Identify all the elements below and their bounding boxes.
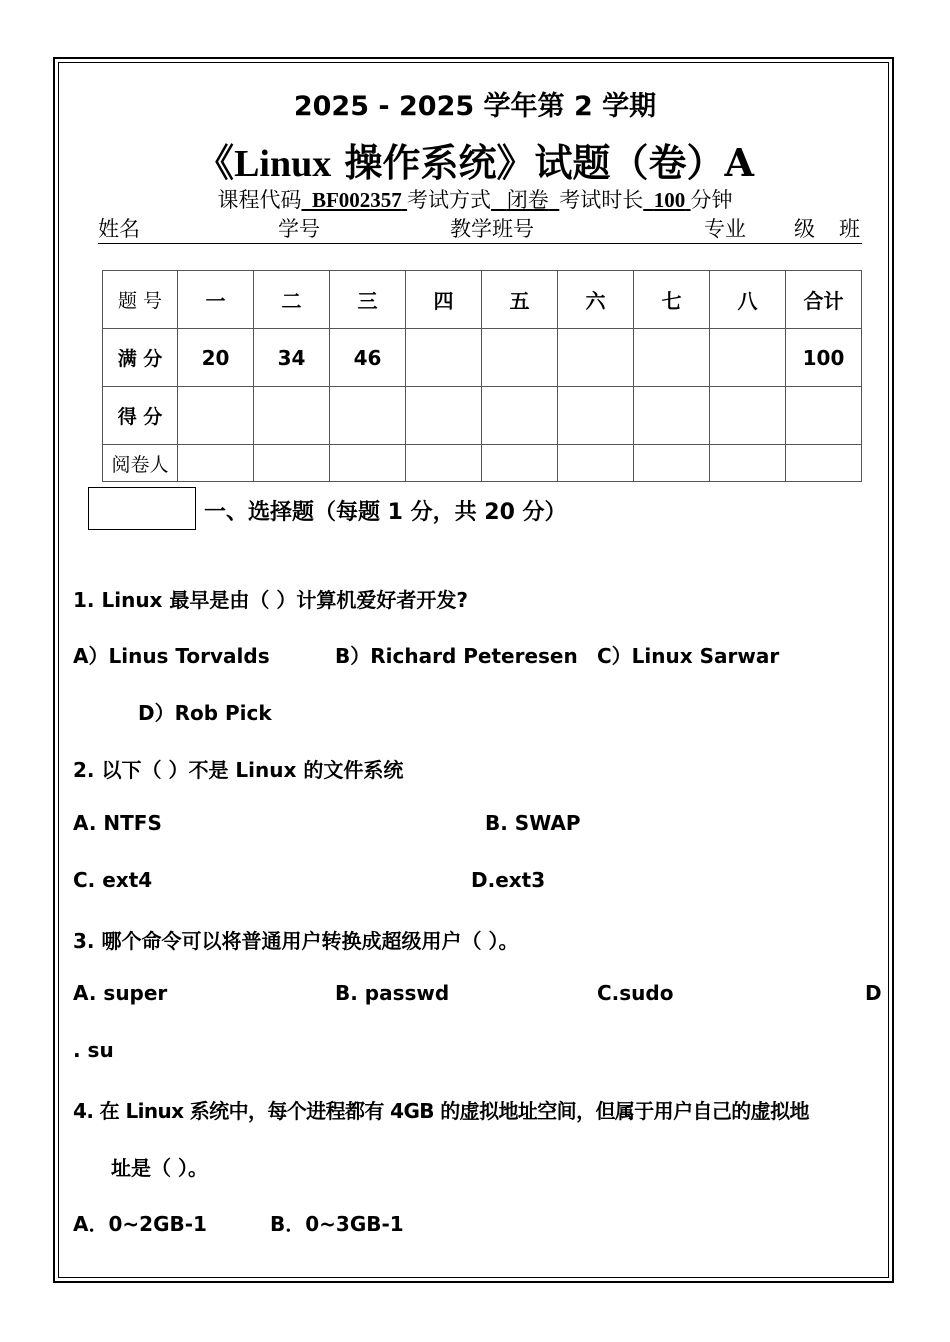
full-score-cell: 34 bbox=[254, 329, 330, 387]
col-header: 八 bbox=[710, 271, 786, 329]
question-1-stem: 1. Linux 最早是由（ ）计算机爱好者开发? bbox=[73, 588, 468, 612]
question-4-option-b: B．0~3GB-1 bbox=[270, 1212, 404, 1236]
reviewer-cell bbox=[178, 445, 254, 482]
full-score-cell: 100 bbox=[786, 329, 862, 387]
full-score-cell bbox=[634, 329, 710, 387]
exam-info-line bbox=[0, 184, 950, 214]
question-2-option-d: D.ext3 bbox=[471, 868, 546, 892]
exam-title bbox=[0, 132, 950, 187]
got-score-cell bbox=[786, 387, 862, 445]
question-2-stem: 2. 以下（ ）不是 Linux 的文件系统 bbox=[73, 758, 404, 782]
duration-unit: 分钟 bbox=[690, 188, 733, 212]
got-score-cell bbox=[634, 387, 710, 445]
score-header-row bbox=[103, 271, 862, 329]
exam-term: 2025 - 2025 学年第 2 学期 bbox=[293, 91, 657, 122]
question-4-stem-line-2: 址是（ ）。 bbox=[111, 1156, 208, 1180]
col-header: 合计 bbox=[786, 271, 862, 329]
class-label: 班 bbox=[839, 217, 860, 241]
reviewer-label: 阅卷人 bbox=[103, 445, 178, 482]
score-table bbox=[102, 270, 862, 482]
duration-label: 考试时长 bbox=[559, 188, 644, 212]
question-3-stem: 3. 哪个命令可以将普通用户转换成超级用户（ ）。 bbox=[73, 929, 519, 953]
full-score-cell: 20 bbox=[178, 329, 254, 387]
section-score-box bbox=[88, 487, 196, 530]
course-code-label: 课程代码 bbox=[217, 188, 302, 212]
full-score-row bbox=[103, 329, 862, 387]
got-score-cell bbox=[254, 387, 330, 445]
reviewer-cell bbox=[634, 445, 710, 482]
student-name-label: 姓名 bbox=[98, 217, 140, 241]
duration-value: 100 bbox=[653, 188, 686, 212]
got-score-cell bbox=[482, 387, 558, 445]
student-id-label: 学号 bbox=[278, 217, 320, 241]
col-header: 七 bbox=[634, 271, 710, 329]
reviewer-cell bbox=[786, 445, 862, 482]
major-label: 专业 bbox=[704, 217, 746, 241]
full-score-cell: 46 bbox=[330, 329, 406, 387]
question-3-option-d-letter: D bbox=[865, 981, 882, 1005]
question-3-option-b: B. passwd bbox=[335, 981, 450, 1005]
question-3-option-c: C.sudo bbox=[597, 981, 674, 1005]
title-eng: Linux bbox=[234, 143, 332, 185]
col-header: 四 bbox=[406, 271, 482, 329]
grade-label: 级 bbox=[794, 217, 815, 241]
question-1-option-c: C）Linux Sarwar bbox=[597, 644, 780, 668]
reviewer-cell bbox=[406, 445, 482, 482]
full-score-cell bbox=[558, 329, 634, 387]
question-4-option-a: A．0~2GB-1 bbox=[73, 1212, 207, 1236]
got-score-cell bbox=[178, 387, 254, 445]
section-title: 一、选择题（每题 1 分，共 20 分） bbox=[204, 500, 567, 525]
col-header: 一 bbox=[178, 271, 254, 329]
full-score-label: 满 分 bbox=[103, 329, 178, 387]
question-1-option-a: A）Linus Torvalds bbox=[73, 644, 270, 668]
title-rest: 操作系统》试题（卷）A bbox=[331, 140, 754, 185]
full-score-cell bbox=[406, 329, 482, 387]
reviewer-cell bbox=[558, 445, 634, 482]
question-3-option-d-text: . su bbox=[73, 1038, 114, 1062]
col-header: 二 bbox=[254, 271, 330, 329]
exam-method-label: 考试方式 bbox=[407, 188, 492, 212]
question-2-option-a: A. NTFS bbox=[73, 811, 162, 835]
question-3-option-a: A. super bbox=[73, 981, 168, 1005]
got-score-cell bbox=[710, 387, 786, 445]
got-score-row bbox=[103, 387, 862, 445]
header-label: 题 号 bbox=[103, 271, 178, 329]
col-header: 三 bbox=[330, 271, 406, 329]
question-2-option-b: B. SWAP bbox=[485, 811, 581, 835]
course-code-value: BF002357 bbox=[311, 188, 402, 212]
exam-method-value: 闭卷 bbox=[506, 188, 549, 212]
full-score-cell bbox=[482, 329, 558, 387]
full-score-cell bbox=[710, 329, 786, 387]
got-score-cell bbox=[330, 387, 406, 445]
got-score-cell bbox=[558, 387, 634, 445]
reviewer-cell bbox=[254, 445, 330, 482]
reviewer-cell bbox=[710, 445, 786, 482]
question-2-option-c: C. ext4 bbox=[73, 868, 153, 892]
reviewer-cell bbox=[330, 445, 406, 482]
got-score-cell bbox=[406, 387, 482, 445]
col-header: 五 bbox=[482, 271, 558, 329]
reviewer-row bbox=[103, 445, 862, 482]
class-no-label: 教学班号 bbox=[450, 217, 534, 241]
question-4-stem-line-1: 4. 在 Linux 系统中，每个进程都有 4GB 的虚拟地址空间，但属于用户自己的虚拟地 bbox=[73, 1099, 809, 1123]
title-open: 《 bbox=[196, 140, 235, 185]
col-header: 六 bbox=[558, 271, 634, 329]
question-1-option-b: B）Richard Peteresen bbox=[335, 644, 578, 668]
student-info-line bbox=[98, 213, 862, 244]
got-score-label: 得 分 bbox=[103, 387, 178, 445]
question-1-option-d: D）Rob Pick bbox=[138, 701, 272, 725]
reviewer-cell bbox=[482, 445, 558, 482]
